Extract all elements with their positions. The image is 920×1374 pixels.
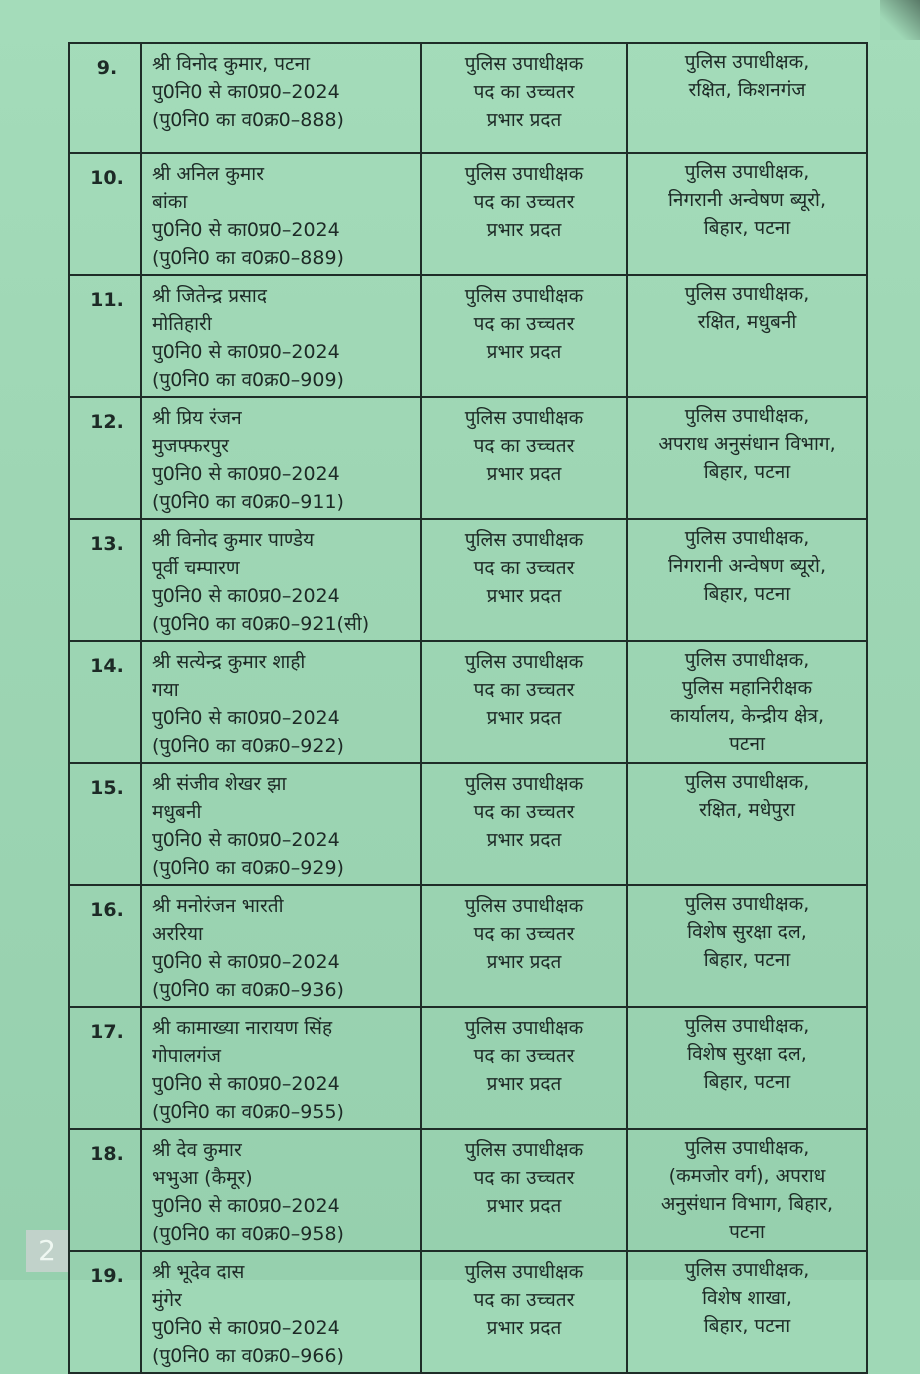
posting-place	[627, 885, 867, 1007]
table-row	[69, 641, 867, 763]
posting-line: (कमजोर वर्ग), अपराध	[668, 1165, 826, 1187]
charge-line: पद का उच्चतर	[473, 191, 575, 213]
posting-line: पुलिस उपाधीक्षक,	[684, 527, 810, 549]
charge-line: प्रभार प्रदत	[486, 1073, 562, 1095]
officer-details	[141, 519, 421, 641]
officer-order: पु0नि0 से का0प्र0–2024	[152, 585, 340, 607]
officer-order: पु0नि0 से का0प्र0–2024	[152, 1317, 340, 1339]
charge-line: पुलिस उपाधीक्षक	[464, 651, 584, 673]
officer-district: अररिया	[152, 923, 203, 945]
table-row	[69, 43, 867, 153]
officer-name: श्री भूदेव दास	[152, 1261, 245, 1283]
officer-ref: (पु0नि0 का व0क्र0–929)	[152, 857, 344, 879]
charge-line: प्रभार प्रदत	[486, 463, 562, 485]
charge-line: पद का उच्चतर	[473, 679, 575, 701]
officer-ref: (पु0नि0 का व0क्र0–888)	[152, 109, 344, 131]
table-row	[69, 1251, 867, 1373]
charge-line: पुलिस उपाधीक्षक	[464, 1017, 584, 1039]
posting-line: बिहार, पटना	[703, 461, 791, 483]
charge-line: प्रभार प्रदत	[486, 707, 562, 729]
serial-number: 15.	[69, 763, 141, 885]
officer-district: मोतिहारी	[152, 313, 212, 335]
posting-line: कार्यालय, केन्द्रीय क्षेत्र,	[669, 705, 825, 727]
table-row	[69, 519, 867, 641]
table-row	[69, 153, 867, 275]
officer-ref: (पु0नि0 का व0क्र0–955)	[152, 1101, 344, 1123]
officer-ref: (पु0नि0 का व0क्र0–921(सी)	[152, 613, 370, 635]
officer-order: पु0नि0 से का0प्र0–2024	[152, 219, 340, 241]
table-body	[69, 43, 867, 1373]
posting-line: पटना	[729, 733, 765, 755]
charge-given	[421, 43, 627, 153]
posting-line: निगरानी अन्वेषण ब्यूरो,	[668, 555, 826, 577]
posting-line: रक्षित, मधेपुरा	[699, 799, 795, 821]
charge-given	[421, 1129, 627, 1251]
officer-order: पु0नि0 से का0प्र0–2024	[152, 829, 340, 851]
posting-line: बिहार, पटना	[703, 1315, 791, 1337]
officer-ref: (पु0नि0 का व0क्र0–966)	[152, 1345, 344, 1367]
table-row	[69, 763, 867, 885]
table-row	[69, 885, 867, 1007]
posting-line: पुलिस महानिरीक्षक	[681, 677, 813, 699]
table-row	[69, 275, 867, 397]
officer-name: श्री संजीव शेखर झा	[152, 773, 287, 795]
posting-line: अनुसंधान विभाग, बिहार,	[660, 1193, 834, 1215]
officer-district: मुजफ्फरपुर	[152, 435, 229, 457]
charge-given	[421, 153, 627, 275]
officer-ref: (पु0नि0 का व0क्र0–958)	[152, 1223, 344, 1245]
officer-details	[141, 43, 421, 153]
officer-order: पु0नि0 से का0प्र0–2024	[152, 81, 340, 103]
posting-line: बिहार, पटना	[703, 217, 791, 239]
charge-line: प्रभार प्रदत	[486, 829, 562, 851]
posting-line: विशेष सुरक्षा दल,	[687, 921, 807, 943]
charge-given	[421, 397, 627, 519]
charge-given	[421, 885, 627, 1007]
posting-line: पुलिस उपाधीक्षक,	[684, 1015, 810, 1037]
table-row	[69, 397, 867, 519]
charge-line: पुलिस उपाधीक्षक	[464, 773, 584, 795]
officer-district: बांका	[152, 191, 188, 213]
charge-line: प्रभार प्रदत	[486, 951, 562, 973]
posting-line: रक्षित, मधुबनी	[697, 311, 797, 333]
officer-details	[141, 397, 421, 519]
officer-ref: (पु0नि0 का व0क्र0–922)	[152, 735, 344, 757]
posting-line: बिहार, पटना	[703, 583, 791, 605]
officer-district: गया	[152, 679, 179, 701]
serial-number: 14.	[69, 641, 141, 763]
officer-ref: (पु0नि0 का व0क्र0–909)	[152, 369, 344, 391]
officer-details	[141, 1007, 421, 1129]
officer-ref: (पु0नि0 का व0क्र0–936)	[152, 979, 344, 1001]
officer-name: श्री विनोद कुमार, पटना	[152, 53, 311, 75]
posting-line: निगरानी अन्वेषण ब्यूरो,	[668, 189, 826, 211]
charge-line: प्रभार प्रदत	[486, 219, 562, 241]
officer-name: श्री प्रिय रंजन	[152, 407, 242, 429]
posting-line: बिहार, पटना	[703, 1071, 791, 1093]
serial-number: 19.	[69, 1251, 141, 1373]
charge-line: प्रभार प्रदत	[486, 109, 562, 131]
charge-given	[421, 275, 627, 397]
posting-place	[627, 1007, 867, 1129]
officer-order: पु0नि0 से का0प्र0–2024	[152, 1195, 340, 1217]
posting-line: रक्षित, किशनगंज	[688, 79, 806, 101]
officer-name: श्री विनोद कुमार पाण्डेय	[152, 529, 315, 551]
officer-district: मुंगेर	[152, 1289, 182, 1311]
officer-name: श्री जितेन्द्र प्रसाद	[152, 285, 267, 307]
posting-line: विशेष शाखा,	[702, 1287, 792, 1309]
officer-order: पु0नि0 से का0प्र0–2024	[152, 707, 340, 729]
posting-line: विशेष सुरक्षा दल,	[687, 1043, 807, 1065]
charge-line: पद का उच्चतर	[473, 1289, 575, 1311]
posting-line: पुलिस उपाधीक्षक,	[684, 649, 810, 671]
posting-line: पुलिस उपाधीक्षक,	[684, 283, 810, 305]
charge-line: पद का उच्चतर	[473, 801, 575, 823]
serial-number: 17.	[69, 1007, 141, 1129]
officer-order: पु0नि0 से का0प्र0–2024	[152, 1073, 340, 1095]
officer-order: पु0नि0 से का0प्र0–2024	[152, 463, 340, 485]
transfer-table	[68, 42, 868, 1374]
charge-line: प्रभार प्रदत	[486, 585, 562, 607]
officer-details	[141, 1251, 421, 1373]
posting-line: बिहार, पटना	[703, 949, 791, 971]
charge-line: पद का उच्चतर	[473, 435, 575, 457]
posting-line: पटना	[729, 1221, 765, 1243]
posting-line: पुलिस उपाधीक्षक,	[684, 161, 810, 183]
charge-given	[421, 1251, 627, 1373]
posting-place	[627, 275, 867, 397]
officer-name: श्री अनिल कुमार	[152, 163, 264, 185]
officer-district: गोपालगंज	[152, 1045, 222, 1067]
serial-number: 16.	[69, 885, 141, 1007]
officer-district: मधुबनी	[152, 801, 202, 823]
table-row	[69, 1007, 867, 1129]
charge-line: पुलिस उपाधीक्षक	[464, 407, 584, 429]
officer-name: श्री कामाख्या नारायण सिंह	[152, 1017, 333, 1039]
officer-details	[141, 1129, 421, 1251]
posting-place	[627, 397, 867, 519]
page-edge-shadow	[880, 0, 920, 40]
officer-district: पूर्वी चम्पारण	[152, 557, 240, 579]
officer-details	[141, 641, 421, 763]
posting-line: पुलिस उपाधीक्षक,	[684, 1137, 810, 1159]
officer-details	[141, 153, 421, 275]
posting-place	[627, 763, 867, 885]
officer-name: श्री सत्येन्द्र कुमार शाही	[152, 651, 306, 673]
posting-place	[627, 153, 867, 275]
serial-number: 13.	[69, 519, 141, 641]
charge-given	[421, 519, 627, 641]
officer-details	[141, 885, 421, 1007]
officer-details	[141, 275, 421, 397]
officer-name: श्री देव कुमार	[152, 1139, 242, 1161]
serial-number: 12.	[69, 397, 141, 519]
charge-line: पुलिस उपाधीक्षक	[464, 529, 584, 551]
officer-name: श्री मनोरंजन भारती	[152, 895, 284, 917]
posting-line: पुलिस उपाधीक्षक,	[684, 771, 810, 793]
posting-place	[627, 43, 867, 153]
charge-line: प्रभार प्रदत	[486, 341, 562, 363]
charge-line: पुलिस उपाधीक्षक	[464, 1139, 584, 1161]
posting-line: अपराध अनुसंधान विभाग,	[658, 433, 836, 455]
posting-line: पुलिस उपाधीक्षक,	[684, 893, 810, 915]
charge-given	[421, 641, 627, 763]
officer-district: भभुआ (कैमूर)	[152, 1167, 253, 1189]
posting-place	[627, 1251, 867, 1373]
posting-line: पुलिस उपाधीक्षक,	[684, 405, 810, 427]
officer-ref: (पु0नि0 का व0क्र0–889)	[152, 247, 344, 269]
posting-line: पुलिस उपाधीक्षक,	[684, 1259, 810, 1281]
charge-line: पद का उच्चतर	[473, 923, 575, 945]
charge-line: पद का उच्चतर	[473, 1167, 575, 1189]
officer-ref: (पु0नि0 का व0क्र0–911)	[152, 491, 344, 513]
table-row	[69, 1129, 867, 1251]
posting-place	[627, 1129, 867, 1251]
charge-line: पुलिस उपाधीक्षक	[464, 285, 584, 307]
posting-place	[627, 519, 867, 641]
officer-order: पु0नि0 से का0प्र0–2024	[152, 341, 340, 363]
serial-number: 11.	[69, 275, 141, 397]
serial-number: 10.	[69, 153, 141, 275]
serial-number: 9.	[69, 43, 141, 153]
charge-line: पद का उच्चतर	[473, 1045, 575, 1067]
charge-line: प्रभार प्रदत	[486, 1317, 562, 1339]
charge-line: पद का उच्चतर	[473, 313, 575, 335]
charge-given	[421, 1007, 627, 1129]
posting-place	[627, 641, 867, 763]
charge-line: पुलिस उपाधीक्षक	[464, 163, 584, 185]
charge-line: पुलिस उपाधीक्षक	[464, 53, 584, 75]
page-number: 2	[26, 1230, 68, 1272]
officer-order: पु0नि0 से का0प्र0–2024	[152, 951, 340, 973]
charge-line: पुलिस उपाधीक्षक	[464, 895, 584, 917]
officer-details	[141, 763, 421, 885]
serial-number: 18.	[69, 1129, 141, 1251]
charge-given	[421, 763, 627, 885]
charge-line: पुलिस उपाधीक्षक	[464, 1261, 584, 1283]
charge-line: पद का उच्चतर	[473, 81, 575, 103]
charge-line: प्रभार प्रदत	[486, 1195, 562, 1217]
charge-line: पद का उच्चतर	[473, 557, 575, 579]
posting-line: पुलिस उपाधीक्षक,	[684, 51, 810, 73]
